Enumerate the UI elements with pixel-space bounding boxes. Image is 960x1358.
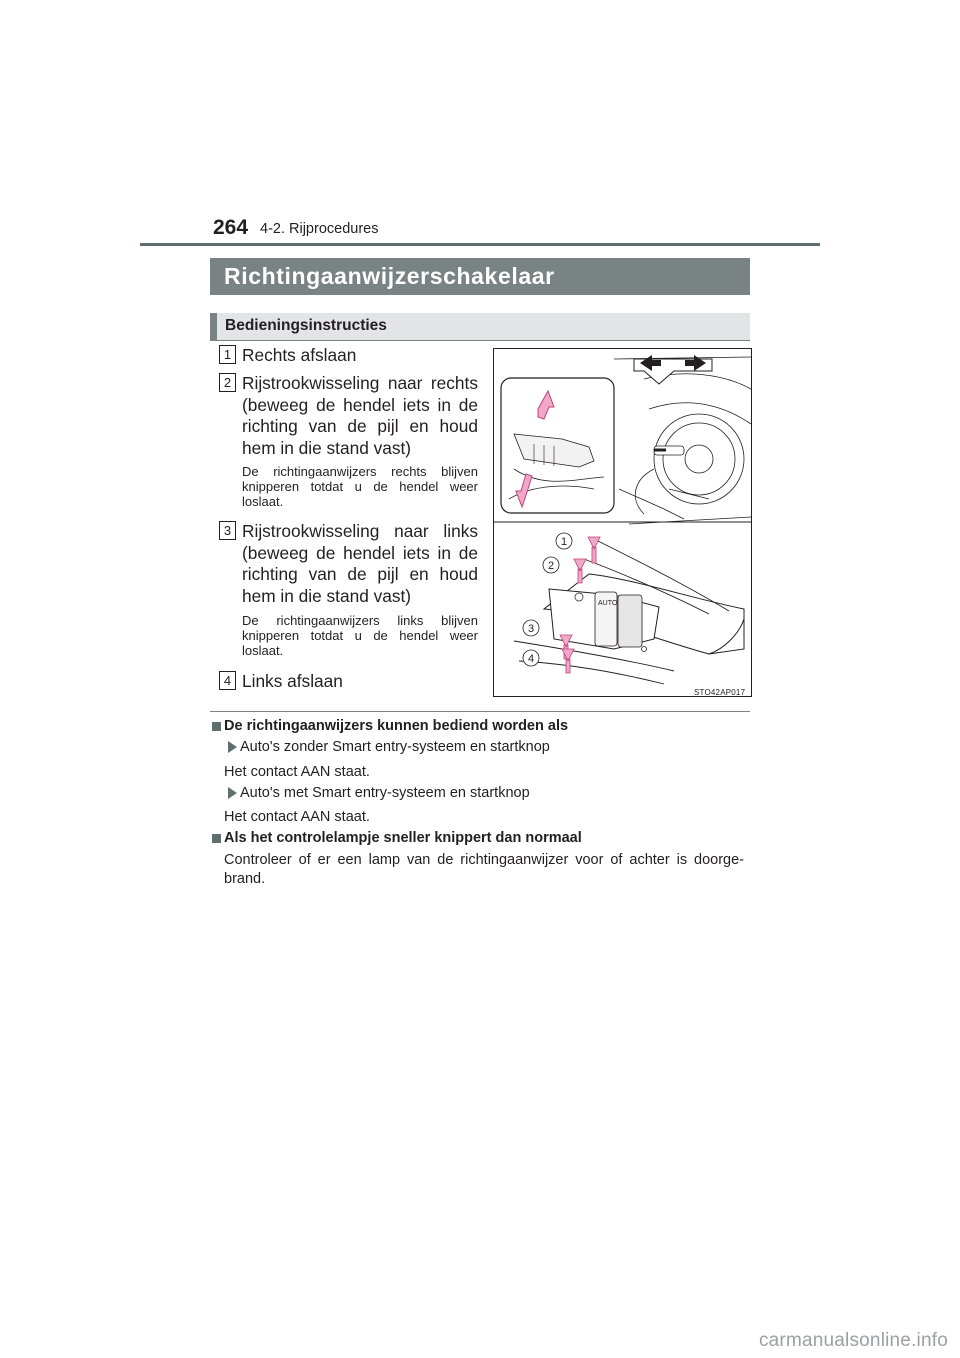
note-heading-2: Als het controlelampje sneller knippert dan normaal [224,830,582,846]
page-number: 264 [213,216,249,239]
subsection-divider [210,340,750,341]
item-number-3: 3 [219,521,236,540]
header-divider [140,243,820,246]
item-number-2: 2 [219,373,236,392]
note-2-text: Controleer of er een lamp van de richtingaanwijzer voor of achter is doorge-brand. [224,852,744,887]
section-title: Richtingaanwijzerschakelaar [224,263,555,289]
subsection-accent [210,313,217,340]
item-text-1: Rechts afslaan [242,345,357,365]
callout-label-1: 1 [560,536,568,548]
subsection-title-bar [210,313,750,340]
item-number-1: 1 [219,345,236,364]
direction-arrows-badge [634,355,712,384]
triangle-bullet-icon [228,741,237,753]
section-title-bar [210,258,750,295]
illustration-svg [494,349,751,696]
callout-4-arrow-icon [562,649,574,673]
item-note-3: De richtingaanwijzers links blijven knipperen totdat u de hendel weer loslaat. [242,613,478,658]
item-text-4: Links afslaan [242,671,343,691]
callout-label-4: 4 [527,653,535,665]
note-1-text-1: Het contact AAN staat. [224,764,370,780]
note-1-bullet-2: Auto's met Smart entry-systeem en startknop [240,785,530,801]
square-bullet-icon [212,722,221,731]
chapter-title: 4-2. Rijprocedures [260,221,379,237]
notes-divider [210,711,750,712]
note-1-bullet-1: Auto's zonder Smart entry-systeem en startknop [240,739,550,755]
item-text-2: Rijstrookwisseling naar rechts (beweeg de hendel iets in de richting van de pijl en houd hem in die stand vast) [242,373,478,458]
note-1-text-2: Het contact AAN staat. [224,809,370,825]
square-bullet-icon [212,834,221,843]
figure-code: STO42AP017 [694,688,746,697]
item-note-2: De richtingaanwijzers rechts blijven knipperen totdat u de hendel weer loslaat. [242,464,478,509]
switch-label-auto: AUTO [598,600,618,607]
turn-signal-illustration [493,348,752,697]
subsection-title: Bedieningsinstructies [225,317,387,334]
note-heading-1: De richtingaanwijzers kunnen bediend worden als [224,718,569,734]
triangle-bullet-icon [228,787,237,799]
item-number-4: 4 [219,671,236,690]
item-text-3: Rijstrookwisseling naar links (beweeg de hendel iets in de richting van de pijl en houd hem in die stand vast) [242,521,478,606]
callout-1-arrow-icon [588,537,600,563]
callout-label-3: 3 [527,623,535,635]
lever-closeup-inset [501,378,614,513]
dashboard-scene [614,357,751,524]
callout-label-2: 2 [547,560,555,572]
watermark: carmanualsonline.info [758,1330,948,1351]
